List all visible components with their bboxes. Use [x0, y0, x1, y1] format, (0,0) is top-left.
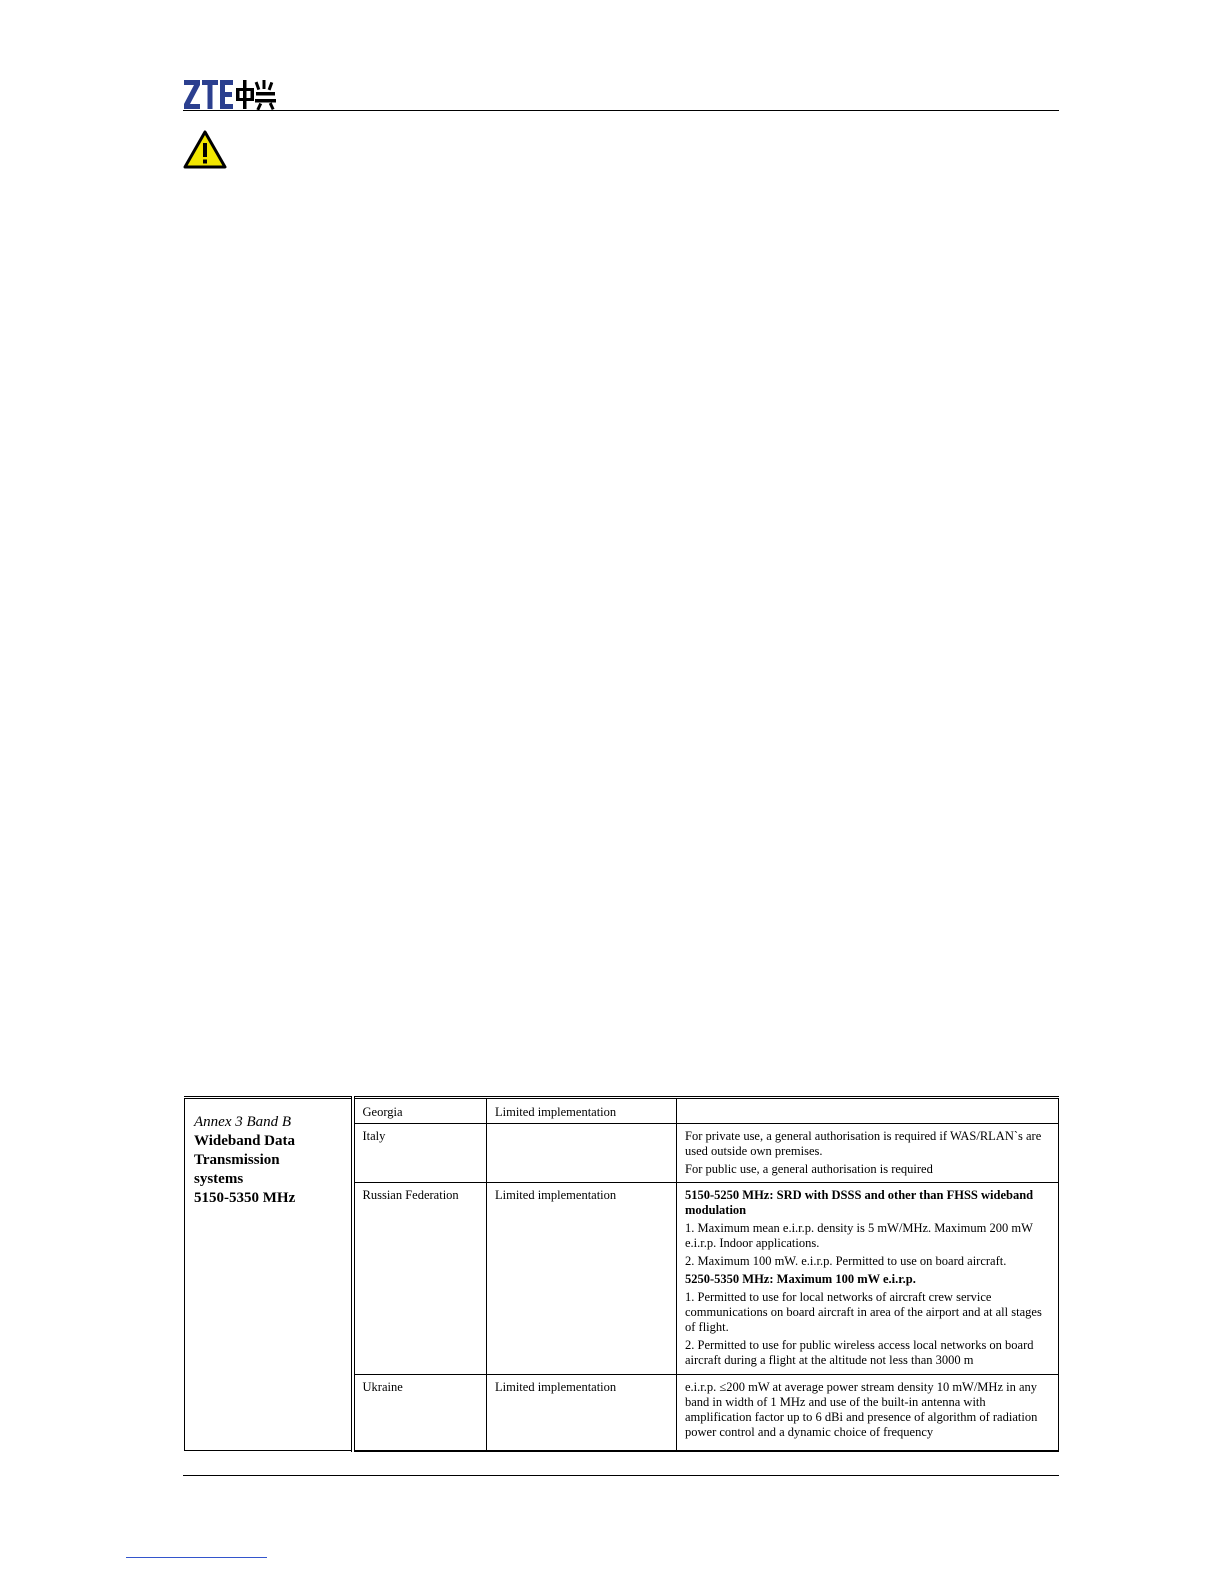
- annex-line: Wideband Data: [194, 1133, 296, 1149]
- country-cell: Ukraine: [353, 1375, 487, 1451]
- annex-line: Transmission: [194, 1152, 280, 1168]
- implementation-cell: [487, 1124, 677, 1183]
- country-cell: Georgia: [353, 1098, 487, 1124]
- zte-logo: [183, 78, 279, 112]
- header-divider: [183, 110, 1059, 111]
- annex-title: Annex 3 Band B: [194, 1114, 292, 1130]
- notes-cell: [677, 1183, 1059, 1375]
- country-cell: Russian Federation: [353, 1183, 487, 1375]
- note-text: 1. Maximum mean e.i.r.p. density is 5 mW/MHz. Maximum 200 mW e.i.r.p. Indoor applications.: [685, 1221, 1033, 1250]
- table-row: [185, 1098, 1059, 1124]
- note-text: 2. Maximum 100 mW. e.i.r.p. Permitted to use on board aircraft.: [685, 1254, 1007, 1268]
- regulatory-table: [184, 1096, 1058, 1442]
- annex-cell: [185, 1098, 353, 1451]
- warning-triangle-icon: [183, 130, 227, 170]
- note-text: 1. Permitted to use for local networks of aircraft crew service communications on board aircraft in area of the airport and at all stages of flight.: [685, 1290, 1042, 1334]
- footer-divider: [183, 1475, 1059, 1476]
- implementation-cell: Limited implementation: [487, 1375, 677, 1451]
- annex-band: 5150-5350 MHz: [194, 1190, 296, 1206]
- note-text: 2. Permitted to use for public wireless access local networks on board aircraft during a flight at the altitude not less than 3000 m: [685, 1338, 1034, 1367]
- note-text: For private use, a general authorisation is required if WAS/RLAN`s are used outside own premises.: [685, 1129, 1042, 1158]
- country-cell: Italy: [353, 1124, 487, 1183]
- notes-cell: [677, 1375, 1059, 1451]
- implementation-cell: Limited implementation: [487, 1183, 677, 1375]
- notes-cell: [677, 1124, 1059, 1183]
- implementation-cell: Limited implementation: [487, 1098, 677, 1124]
- annex-line: systems: [194, 1171, 244, 1187]
- zte-logo-graphic: [183, 78, 279, 112]
- note-heading: 5150-5250 MHz: SRD with DSSS and other than FHSS wideband modulation: [685, 1188, 1034, 1217]
- footer-link-underline[interactable]: [126, 1557, 267, 1558]
- notes-cell: [677, 1098, 1059, 1124]
- note-text: e.i.r.p. ≤200 mW at average power stream density 10 mW/MHz in any band in width of 1 MHz and use of the built-in antenna with amplification factor up to 6 dBi and presence of algorithm of radiation power control and a dynamic choice of frequency: [685, 1380, 1038, 1439]
- note-heading: 5250-5350 MHz: Maximum 100 mW e.i.r.p.: [685, 1272, 916, 1286]
- note-text: For public use, a general authorisation is required: [685, 1162, 933, 1176]
